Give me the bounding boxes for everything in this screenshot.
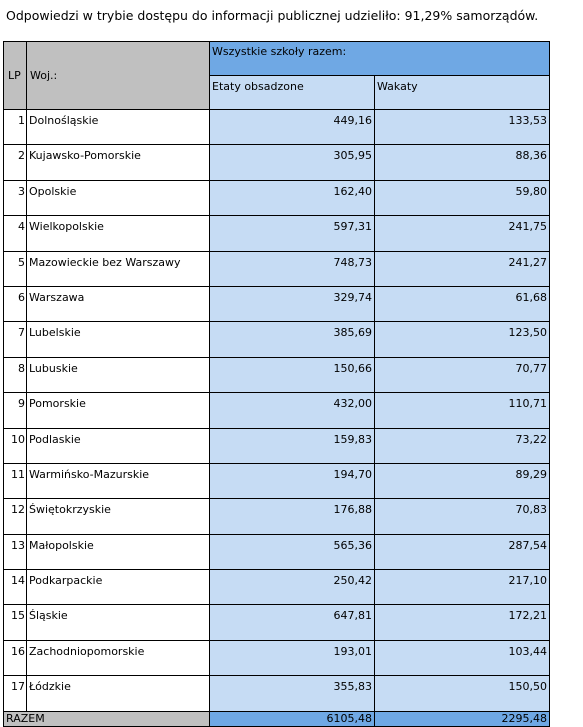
row-voivodeship: Śląskie	[27, 605, 210, 640]
table-row	[4, 357, 550, 392]
table-row	[4, 180, 550, 215]
table-row	[4, 428, 550, 463]
row-voivodeship: Opolskie	[27, 180, 210, 215]
row-number: 13	[4, 534, 27, 569]
total-label: RAZEM	[4, 711, 210, 726]
row-number: 14	[4, 570, 27, 605]
row-number: 6	[4, 286, 27, 321]
row-voivodeship: Warszawa	[27, 286, 210, 321]
row-vacancies: 110,71	[375, 393, 550, 428]
row-number: 8	[4, 357, 27, 392]
row-filled-posts: 194,70	[210, 463, 375, 498]
row-vacancies: 241,27	[375, 251, 550, 286]
row-voivodeship: Warmińsko-Mazurskie	[27, 463, 210, 498]
row-filled-posts: 565,36	[210, 534, 375, 569]
row-vacancies: 89,29	[375, 463, 550, 498]
table-caption: Odpowiedzi w trybie dostępu do informacji publicznej udzieliło: 91,29% samorządów.	[6, 8, 539, 23]
row-filled-posts: 449,16	[210, 110, 375, 145]
row-number: 15	[4, 605, 27, 640]
row-number: 12	[4, 499, 27, 534]
row-voivodeship: Małopolskie	[27, 534, 210, 569]
table-row	[4, 640, 550, 675]
header-voivodeship: Woj.:	[27, 42, 210, 110]
row-vacancies: 88,36	[375, 145, 550, 180]
row-vacancies: 103,44	[375, 640, 550, 675]
total-filled-posts: 6105,48	[210, 711, 375, 726]
row-filled-posts: 432,00	[210, 393, 375, 428]
header-all-schools: Wszystkie szkoły razem:	[210, 42, 550, 76]
row-voivodeship: Zachodniopomorskie	[27, 640, 210, 675]
row-voivodeship: Mazowieckie bez Warszawy	[27, 251, 210, 286]
table-row	[4, 534, 550, 569]
row-number: 5	[4, 251, 27, 286]
table-row	[4, 145, 550, 180]
row-filled-posts: 150,66	[210, 357, 375, 392]
total-vacancies: 2295,48	[375, 711, 550, 726]
table-row	[4, 322, 550, 357]
row-voivodeship: Dolnośląskie	[27, 110, 210, 145]
row-number: 1	[4, 110, 27, 145]
row-vacancies: 70,83	[375, 499, 550, 534]
row-vacancies: 73,22	[375, 428, 550, 463]
row-vacancies: 123,50	[375, 322, 550, 357]
row-vacancies: 61,68	[375, 286, 550, 321]
row-voivodeship: Kujawsko-Pomorskie	[27, 145, 210, 180]
row-filled-posts: 305,95	[210, 145, 375, 180]
row-voivodeship: Świętokrzyskie	[27, 499, 210, 534]
row-number: 11	[4, 463, 27, 498]
row-voivodeship: Lubuskie	[27, 357, 210, 392]
row-number: 10	[4, 428, 27, 463]
row-number: 7	[4, 322, 27, 357]
table-row	[4, 570, 550, 605]
table-row	[4, 463, 550, 498]
row-voivodeship: Pomorskie	[27, 393, 210, 428]
row-filled-posts: 329,74	[210, 286, 375, 321]
table-row	[4, 499, 550, 534]
row-filled-posts: 250,42	[210, 570, 375, 605]
total-row	[4, 711, 550, 726]
row-voivodeship: Łódzkie	[27, 676, 210, 711]
row-vacancies: 133,53	[375, 110, 550, 145]
row-filled-posts: 647,81	[210, 605, 375, 640]
table-row	[4, 676, 550, 711]
row-filled-posts: 176,88	[210, 499, 375, 534]
row-vacancies: 217,10	[375, 570, 550, 605]
table-row	[4, 393, 550, 428]
row-filled-posts: 162,40	[210, 180, 375, 215]
row-vacancies: 70,77	[375, 357, 550, 392]
row-filled-posts: 385,69	[210, 322, 375, 357]
row-vacancies: 287,54	[375, 534, 550, 569]
row-vacancies: 172,21	[375, 605, 550, 640]
row-vacancies: 150,50	[375, 676, 550, 711]
row-number: 9	[4, 393, 27, 428]
table-row	[4, 216, 550, 251]
header-vacancies: Wakaty	[375, 76, 550, 110]
table-row	[4, 251, 550, 286]
table-row	[4, 286, 550, 321]
row-filled-posts: 193,01	[210, 640, 375, 675]
row-filled-posts: 159,83	[210, 428, 375, 463]
row-voivodeship: Podkarpackie	[27, 570, 210, 605]
row-number: 17	[4, 676, 27, 711]
vacancies-table	[3, 41, 550, 727]
row-number: 16	[4, 640, 27, 675]
row-filled-posts: 597,31	[210, 216, 375, 251]
row-filled-posts: 355,83	[210, 676, 375, 711]
row-vacancies: 241,75	[375, 216, 550, 251]
row-number: 2	[4, 145, 27, 180]
row-voivodeship: Podlaskie	[27, 428, 210, 463]
header-lp: LP	[4, 42, 27, 110]
table-row	[4, 605, 550, 640]
row-number: 3	[4, 180, 27, 215]
row-number: 4	[4, 216, 27, 251]
row-voivodeship: Wielkopolskie	[27, 216, 210, 251]
header-filled-posts: Etaty obsadzone	[210, 76, 375, 110]
table-row	[4, 110, 550, 145]
row-vacancies: 59,80	[375, 180, 550, 215]
row-filled-posts: 748,73	[210, 251, 375, 286]
row-voivodeship: Lubelskie	[27, 322, 210, 357]
